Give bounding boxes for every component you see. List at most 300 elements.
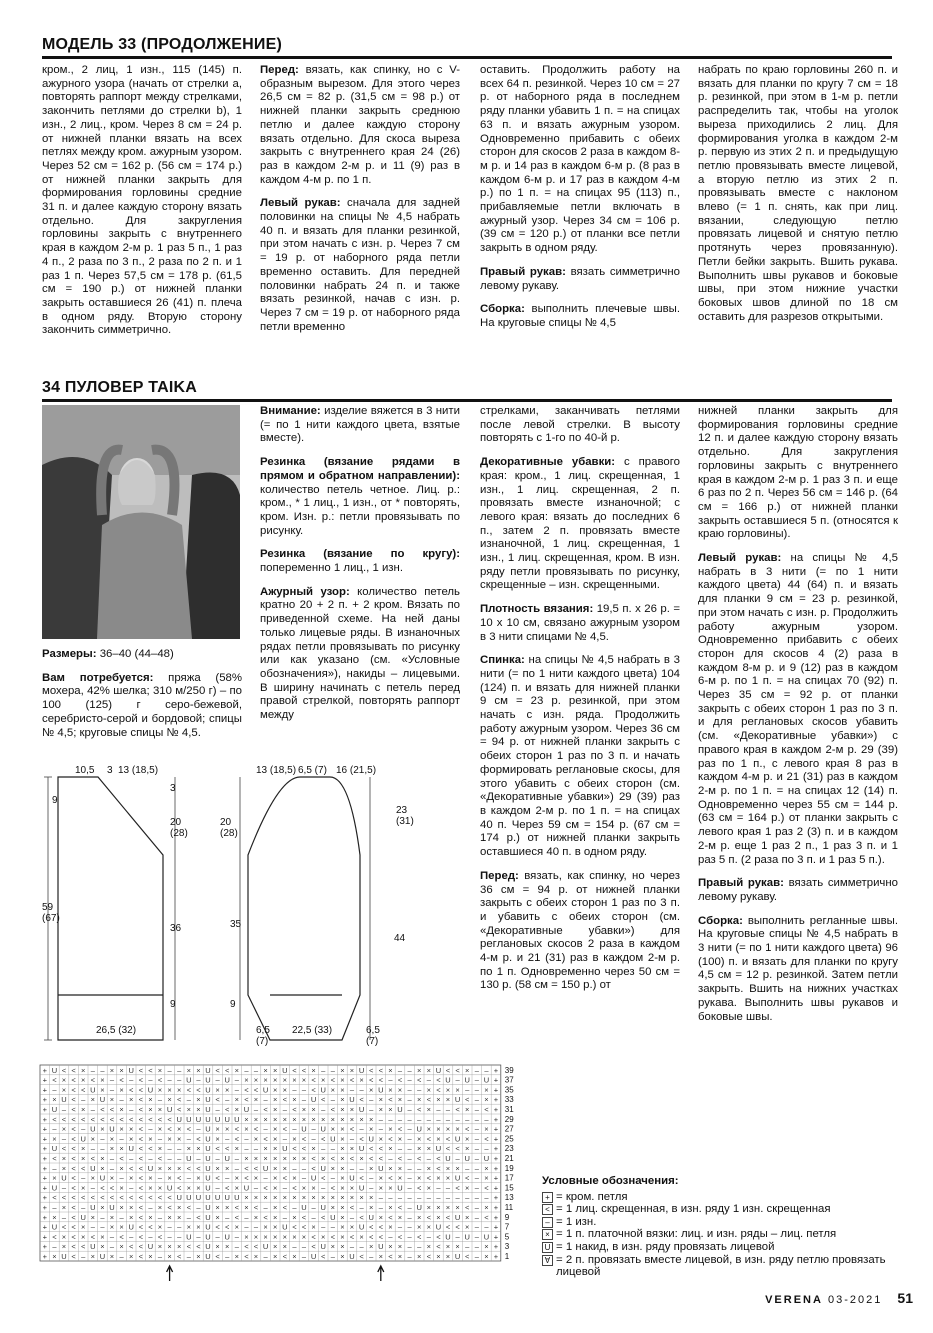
chart-cell-symbol: –: [129, 1105, 134, 1114]
chart-cell-symbol: –: [225, 1134, 230, 1144]
chart-cell-symbol: –: [436, 1114, 441, 1124]
chart-cell-symbol: <: [71, 1163, 76, 1173]
chart-cell-symbol: –: [407, 1085, 412, 1095]
chart-cell-symbol: –: [417, 1242, 422, 1252]
chart-cell-symbol: U: [109, 1124, 115, 1134]
chart-cell-symbol: ×: [215, 1242, 220, 1252]
chart-cell-symbol: –: [484, 1222, 489, 1232]
chart-cell-symbol: ×: [292, 1193, 297, 1203]
dim-sleeve-l3: 9: [230, 999, 236, 1010]
dim-body-left-total: 59 (67): [42, 902, 60, 924]
chart-cell-symbol: <: [244, 1163, 249, 1173]
chart-cell-symbol: <: [138, 1183, 143, 1193]
chart-cell-symbol: <: [148, 1222, 153, 1232]
chart-cell-symbol: <: [455, 1105, 460, 1114]
knitting-chart-grid: [38, 1063, 538, 1293]
chart-cell-symbol: ×: [330, 1085, 335, 1095]
chart-cell-symbol: ×: [388, 1203, 393, 1212]
chart-cell-symbol: ×: [61, 1085, 67, 1095]
chart-cell-symbol: ×: [340, 1065, 345, 1075]
chart-cell-symbol: U: [109, 1203, 115, 1212]
chart-cell-symbol: –: [349, 1134, 355, 1144]
chart-cell-symbol: ×: [445, 1203, 451, 1212]
chart-cell-symbol: ×: [273, 1134, 278, 1144]
chart-cell-symbol: <: [465, 1252, 470, 1261]
chart-row-number: 27: [504, 1124, 514, 1134]
label-gauge: Плотность вязания:: [480, 603, 594, 616]
chart-cell-symbol: –: [253, 1105, 259, 1114]
chart-cell-symbol: ×: [244, 1114, 249, 1124]
chart-cell-symbol: U: [320, 1203, 326, 1212]
chart-cell-symbol: –: [177, 1154, 182, 1163]
chart-cell-symbol: <: [138, 1163, 143, 1173]
chart-cell-symbol: –: [369, 1173, 374, 1183]
chart-cell-symbol: <: [225, 1065, 230, 1075]
chart-cell-symbol: –: [225, 1212, 230, 1222]
chart-cell-symbol: –: [292, 1085, 297, 1095]
chart-cell-symbol: ×: [340, 1124, 345, 1134]
chart-cell-symbol: –: [167, 1144, 172, 1154]
chart-cell-symbol: ×: [273, 1144, 278, 1154]
chart-cell-symbol: <: [81, 1114, 86, 1124]
chart-cell-symbol: <: [167, 1114, 172, 1124]
chart-cell-symbol: ×: [378, 1252, 383, 1261]
chart-cell-symbol: ×: [484, 1252, 489, 1261]
chart-cell-symbol: ×: [109, 1144, 115, 1154]
chart-cell-symbol: ×: [340, 1242, 345, 1252]
chart-cell-symbol: <: [263, 1183, 268, 1193]
chart-cell-symbol: U: [397, 1105, 403, 1114]
chart-cell-symbol: <: [196, 1085, 201, 1095]
chart-cell-symbol: <: [330, 1075, 335, 1085]
chart-cell-symbol: ×: [282, 1154, 287, 1163]
chart-row-number: 19: [504, 1163, 514, 1173]
chart-cell-symbol: U: [445, 1075, 451, 1085]
chart-cell-symbol: –: [119, 1095, 124, 1105]
chart-cell-symbol: ×: [253, 1173, 259, 1183]
chart-cell-symbol: ×: [263, 1075, 268, 1085]
chart-cell-symbol: <: [71, 1124, 76, 1134]
chart-cell-symbol: <: [167, 1203, 172, 1212]
chart-cell-symbol: –: [426, 1075, 431, 1085]
chart-cell-symbol: <: [61, 1114, 67, 1124]
chart-cell-symbol: U: [224, 1114, 230, 1124]
chart-cell-symbol: ×: [157, 1124, 163, 1134]
chart-cell-symbol: –: [474, 1203, 479, 1212]
chart-cell-symbol: +: [42, 1144, 47, 1154]
chart-cell-symbol: –: [407, 1144, 412, 1154]
chart-cell-symbol: <: [157, 1232, 163, 1242]
chart-cell-symbol: ×: [119, 1105, 124, 1114]
chart-cell-symbol: <: [292, 1222, 297, 1232]
chart-cell-symbol: –: [407, 1163, 412, 1173]
chart-cell-symbol: <: [292, 1144, 297, 1154]
chart-cell-symbol: <: [417, 1232, 422, 1242]
chart-cell-symbol: ×: [167, 1212, 172, 1222]
chart-cell-symbol: –: [167, 1075, 172, 1085]
chart-cell-symbol: U: [205, 1124, 211, 1134]
chart-cell-symbol: –: [186, 1173, 191, 1183]
sleeve-outline: [248, 777, 360, 1040]
chart-cell-symbol: ×: [340, 1232, 345, 1242]
chart-cell-symbol: ×: [349, 1144, 355, 1154]
chart-cell-symbol: –: [148, 1232, 153, 1242]
chart-cell-symbol: –: [263, 1173, 268, 1183]
chart-cell-symbol: –: [90, 1105, 95, 1114]
chart-cell-symbol: <: [234, 1134, 239, 1144]
chart-cell-symbol: ×: [397, 1212, 403, 1222]
chart-cell-symbol: –: [282, 1105, 287, 1114]
chart-cell-symbol: +: [42, 1193, 47, 1203]
dim-sleeve-r2: 44: [394, 933, 406, 944]
chart-row-number: 29: [504, 1114, 514, 1124]
chart-cell-symbol: ×: [340, 1075, 345, 1085]
chart-cell-symbol: <: [282, 1173, 287, 1183]
page-number: 51: [897, 1290, 913, 1306]
chart-cell-symbol: ×: [253, 1252, 259, 1261]
chart-cell-symbol: ×: [100, 1203, 105, 1212]
chart-cell-symbol: –: [321, 1105, 326, 1114]
chart-cell-symbol: ×: [301, 1114, 307, 1124]
chart-cell-symbol: ×: [263, 1065, 268, 1075]
chart-cell-symbol: –: [167, 1065, 172, 1075]
chart-cell-symbol: ×: [301, 1105, 307, 1114]
chart-cell-symbol: +: [493, 1203, 499, 1212]
chart-cell-symbol: ×: [186, 1183, 191, 1193]
model34-materials: пряжа (58% мохера, 42% шелка; 310 м/250 г) – по 100 (125) г серо-бежевой, серебристо-серой и бордовой; спицы № 4,5; круговые спицы № 4,5.: [42, 671, 242, 739]
chart-cell-symbol: –: [81, 1252, 86, 1261]
model33-text-left-sleeve: сначала для задней половинки на спицы № 4,5 набрать 40 п. и вязать для планки резинкой, при этом начать с изн. р. Через 7 см = 19 р. от наборного ряда петли временно оставить. Для передней половинки набрать 24 п. и также вязать резинкой, начав с изн. р. Через 7 см = 19 р. от наборного ряда петли временно: [260, 197, 460, 333]
chart-cell-symbol: –: [388, 1075, 393, 1085]
chart-row-number: 35: [504, 1085, 514, 1095]
chart-cell-symbol: <: [215, 1222, 220, 1232]
section-title-model34: 34 ПУЛОВЕР TAIKA: [42, 379, 197, 396]
chart-cell-symbol: –: [177, 1144, 182, 1154]
dim-body-left-top: 9: [52, 795, 58, 806]
chart-cell-symbol: U: [224, 1075, 230, 1085]
chart-cell-symbol: <: [388, 1095, 393, 1105]
chart-cell-symbol: <: [71, 1085, 76, 1095]
chart-cell-symbol: ×: [244, 1193, 249, 1203]
chart-cell-symbol: U: [205, 1173, 211, 1183]
chart-cell-symbol: <: [129, 1163, 134, 1173]
chart-cell-symbol: ×: [263, 1144, 268, 1154]
legend-item: [542, 1191, 933, 1204]
chart-cell-symbol: ×: [282, 1193, 287, 1203]
chart-cell-symbol: U: [99, 1173, 106, 1183]
chart-cell-symbol: U: [243, 1183, 250, 1193]
chart-row-number: 1: [504, 1252, 510, 1261]
chart-cell-symbol: ×: [244, 1203, 249, 1212]
chart-cell-symbol: <: [311, 1163, 316, 1173]
chart-cell-symbol: U: [205, 1134, 211, 1144]
chart-cell-symbol: –: [474, 1183, 479, 1193]
chart-cell-symbol: <: [71, 1095, 76, 1105]
chart-cell-symbol: –: [369, 1183, 374, 1193]
chart-cell-symbol: ×: [340, 1114, 345, 1124]
chart-cell-symbol: ×: [330, 1163, 335, 1173]
chart-cell-symbol: ×: [157, 1163, 163, 1173]
legend-text: = 1 лиц. скрещенная, в изн. ряду 1 изн. скрещенная: [556, 1203, 831, 1216]
chart-cell-symbol: –: [465, 1114, 470, 1124]
chart-cell-symbol: –: [90, 1183, 95, 1193]
legend-text: = кром. петля: [556, 1190, 628, 1203]
chart-cell-symbol: –: [177, 1222, 182, 1232]
chart-cell-symbol: –: [465, 1163, 470, 1173]
chart-cell-symbol: ×: [359, 1075, 364, 1085]
chart-cell-symbol: –: [292, 1242, 297, 1252]
body-outline: [58, 777, 163, 1040]
chart-cell-symbol: ×: [119, 1242, 124, 1252]
chart-cell-symbol: ×: [484, 1085, 489, 1095]
chart-cell-symbol: <: [369, 1222, 374, 1232]
chart-cell-symbol: ×: [388, 1124, 393, 1134]
chart-cell-symbol: ×: [465, 1144, 470, 1154]
chart-cell-symbol: –: [109, 1154, 115, 1163]
chart-cell-symbol: U: [186, 1114, 192, 1124]
chart-cell-symbol: U: [90, 1203, 96, 1212]
chart-cell-symbol: <: [253, 1124, 259, 1134]
chart-cell-symbol: <: [244, 1173, 249, 1183]
chart-cell-symbol: ×: [282, 1163, 287, 1173]
chart-cell-symbol: ×: [253, 1212, 259, 1222]
chart-cell-symbol: ×: [273, 1252, 278, 1261]
chart-cell-symbol: U: [262, 1242, 269, 1252]
chart-cell-symbol: –: [359, 1085, 364, 1095]
chart-cell-symbol: ×: [417, 1095, 422, 1105]
chart-cell-symbol: ×: [119, 1183, 124, 1193]
chart-cell-symbol: U: [205, 1085, 211, 1095]
chart-cell-symbol: ×: [388, 1242, 393, 1252]
label-decrease: Декоративные убавки:: [480, 456, 616, 469]
dim-body-top-c: 13 (18,5): [118, 765, 159, 776]
chart-cell-symbol: –: [445, 1114, 451, 1124]
chart-cell-symbol: –: [244, 1144, 249, 1154]
model34-column-2: [260, 405, 460, 733]
chart-cell-symbol: –: [177, 1065, 182, 1075]
chart-cell-symbol: <: [359, 1173, 364, 1183]
chart-cell-symbol: –: [109, 1232, 115, 1242]
chart-cell-symbol: <: [186, 1203, 191, 1212]
chart-cell-symbol: –: [474, 1173, 479, 1183]
dim-sleeve-top-a: 13 (18,5): [256, 765, 297, 776]
chart-cell-symbol: ×: [426, 1085, 431, 1095]
chart-cell-symbol: ×: [311, 1183, 316, 1193]
chart-cell-symbol: ×: [90, 1134, 95, 1144]
chart-cell-symbol: ×: [378, 1134, 383, 1144]
chart-cell-symbol: ×: [465, 1212, 470, 1222]
chart-cell-symbol: –: [234, 1075, 239, 1085]
chart-cell-symbol: ×: [388, 1065, 393, 1075]
chart-row-number: 31: [504, 1105, 514, 1114]
chart-cell-symbol: <: [445, 1144, 451, 1154]
dim-sleeve-top-c: 16 (21,5): [336, 765, 377, 776]
legend-text: = 1 изн.: [556, 1215, 597, 1228]
chart-cell-symbol: <: [61, 1144, 67, 1154]
chart-cell-symbol: U: [243, 1105, 250, 1114]
chart-cell-symbol: <: [311, 1075, 316, 1085]
chart-legend: [542, 1175, 933, 1279]
chart-cell-symbol: <: [388, 1173, 393, 1183]
chart-cell-symbol: <: [90, 1154, 95, 1163]
chart-cell-symbol: ×: [157, 1065, 163, 1075]
chart-cell-symbol: –: [349, 1163, 355, 1173]
repeat-arrow-icon: [167, 1266, 173, 1281]
chart-cell-symbol: –: [465, 1193, 470, 1203]
chart-cell-symbol: ×: [273, 1154, 278, 1163]
chart-cell-symbol: ×: [61, 1124, 67, 1134]
chart-cell-symbol: –: [244, 1222, 249, 1232]
chart-cell-symbol: –: [225, 1095, 230, 1105]
chart-cell-symbol: ×: [378, 1105, 383, 1114]
chart-cell-symbol: +: [493, 1134, 499, 1144]
chart-cell-symbol: <: [455, 1222, 460, 1232]
chart-cell-symbol: ×: [81, 1144, 86, 1154]
model-photo: [42, 405, 240, 639]
chart-cell-symbol: –: [474, 1232, 479, 1242]
chart-cell-symbol: ×: [215, 1212, 220, 1222]
chart-cell-symbol: <: [292, 1183, 297, 1193]
chart-cell-symbol: <: [244, 1085, 249, 1095]
chart-cell-symbol: <: [52, 1232, 57, 1242]
chart-cell-symbol: <: [436, 1075, 441, 1085]
chart-cell-symbol: ×: [436, 1252, 441, 1261]
chart-cell-symbol: +: [493, 1242, 499, 1252]
chart-cell-symbol: <: [359, 1095, 364, 1105]
chart-cell-symbol: U: [214, 1193, 221, 1203]
chart-cell-symbol: –: [282, 1134, 287, 1144]
chart-cell-symbol: <: [138, 1095, 143, 1105]
chart-cell-symbol: –: [407, 1095, 412, 1105]
chart-cell-symbol: ×: [234, 1144, 239, 1154]
chart-cell-symbol: <: [417, 1105, 422, 1114]
chart-cell-symbol: <: [369, 1075, 374, 1085]
chart-cell-symbol: <: [138, 1124, 143, 1134]
chart-cell-symbol: U: [262, 1085, 269, 1095]
dim-sleeve-top-b: 6,5 (7): [298, 765, 327, 776]
chart-cell-symbol: U: [435, 1144, 442, 1154]
chart-cell-symbol: <: [397, 1203, 403, 1212]
chart-cell-symbol: ×: [81, 1154, 86, 1163]
chart-cell-symbol: –: [148, 1075, 153, 1085]
legend-symbol-icon: –: [542, 1217, 553, 1228]
chart-cell-symbol: –: [215, 1075, 220, 1085]
chart-cell-symbol: ×: [388, 1105, 393, 1114]
chart-cell-symbol: <: [465, 1203, 470, 1212]
chart-cell-symbol: –: [359, 1163, 364, 1173]
chart-cell-symbol: –: [359, 1203, 364, 1212]
chart-cell-symbol: ×: [90, 1173, 95, 1183]
chart-cell-symbol: +: [42, 1212, 47, 1222]
chart-cell-symbol: ×: [157, 1183, 163, 1193]
chart-cell-symbol: U: [99, 1095, 106, 1105]
chart-cell-symbol: ×: [253, 1075, 259, 1085]
chart-cell-symbol: U: [378, 1242, 384, 1252]
chart-cell-symbol: –: [52, 1124, 57, 1134]
chart-cell-symbol: <: [436, 1232, 441, 1242]
chart-cell-symbol: +: [42, 1134, 47, 1144]
chart-cell-symbol: <: [225, 1105, 230, 1114]
chart-cell-symbol: <: [148, 1065, 153, 1075]
chart-row-number: 23: [504, 1144, 514, 1154]
model34-assembly: выполнить регланные швы. На круговые спицы № 4,5 набрать в 3 нити (= по 1 нити каждого цвета) 96 (100) п. и вязать для планки по кругу 4,5 см = 12 р. резинкой. Затем петли закрыть. Вшить на нижних участках рукава. Выполнить швы рукавов и боковые швы.: [698, 914, 898, 1023]
chart-cell-symbol: ×: [148, 1173, 153, 1183]
chart-row-number: 15: [504, 1183, 514, 1193]
chart-cell-symbol: <: [177, 1183, 182, 1193]
model33-column-3: [480, 64, 680, 341]
chart-cell-symbol: –: [253, 1183, 259, 1193]
dim-body-r4: 9: [170, 999, 176, 1010]
chart-cell-symbol: –: [407, 1105, 412, 1114]
chart-cell-symbol: –: [225, 1173, 230, 1183]
chart-cell-symbol: <: [359, 1134, 364, 1144]
chart-cell-symbol: ×: [417, 1173, 422, 1183]
chart-cell-symbol: –: [388, 1114, 393, 1124]
chart-cell-symbol: <: [138, 1134, 143, 1144]
chart-cell-symbol: <: [186, 1163, 191, 1173]
chart-cell-symbol: <: [215, 1065, 220, 1075]
chart-cell-symbol: ×: [273, 1163, 278, 1173]
chart-cell-symbol: <: [138, 1154, 143, 1163]
chart-cell-symbol: –: [157, 1212, 163, 1222]
chart-cell-symbol: ×: [177, 1242, 182, 1252]
chart-cell-symbol: ×: [321, 1114, 326, 1124]
chart-cell-symbol: ×: [321, 1193, 326, 1203]
model34-gauge: 19,5 п. x 26 р. = 10 x 10 см, связано ажурным узором в 3 нити спицами № 4,5.: [480, 603, 680, 643]
chart-cell-symbol: +: [42, 1075, 47, 1085]
chart-cell-symbol: –: [426, 1232, 431, 1242]
chart-cell-symbol: –: [407, 1124, 412, 1134]
chart-cell-symbol: –: [148, 1124, 153, 1134]
chart-cell-symbol: –: [407, 1222, 412, 1232]
chart-cell-symbol: ×: [292, 1075, 297, 1085]
chart-cell-symbol: <: [71, 1212, 76, 1222]
chart-cell-symbol: ×: [273, 1114, 278, 1124]
chart-cell-symbol: –: [311, 1124, 316, 1134]
chart-cell-symbol: <: [436, 1242, 441, 1252]
chart-cell-symbol: –: [474, 1242, 479, 1252]
chart-cell-symbol: ×: [263, 1114, 268, 1124]
model34-column-3: [480, 405, 680, 1003]
chart-cell-symbol: <: [177, 1105, 182, 1114]
chart-cell-symbol: U: [234, 1193, 240, 1203]
chart-cell-symbol: ×: [369, 1085, 374, 1095]
chart-cell-symbol: <: [129, 1193, 134, 1203]
chart-cell-symbol: ×: [465, 1183, 470, 1193]
chart-cell-symbol: ×: [52, 1134, 57, 1144]
chart-cell-symbol: U: [186, 1232, 192, 1242]
chart-cell-symbol: <: [359, 1212, 364, 1222]
chart-cell-symbol: ×: [196, 1252, 201, 1261]
chart-cell-symbol: ×: [61, 1203, 67, 1212]
model34-front: вязать, как спинку, но через 36 см = 94 р. от нижней планки закрыть с обеих сторон 1 раз по 3 п. и убавить с обеих сторон (см. «Декоративные убавки») для реглановых скосов 2 раза в каждом 4-м р. и 21 (31) раз в каждом 2-м р. по 1 п. Одновременно через 50 см = 130 р. (58 см = 150 р.) от: [480, 869, 680, 992]
chart-cell-symbol: ×: [340, 1212, 345, 1222]
chart-row-number: 3: [504, 1242, 510, 1252]
chart-cell-symbol: ×: [177, 1163, 182, 1173]
chart-cell-symbol: ×: [330, 1193, 335, 1203]
chart-cell-symbol: ×: [244, 1075, 249, 1085]
model34-right-sleeve: вязать симметрично левому рукаву.: [698, 877, 898, 903]
chart-cell-symbol: –: [292, 1124, 297, 1134]
chart-cell-symbol: ×: [100, 1232, 105, 1242]
chart-cell-symbol: –: [321, 1222, 326, 1232]
chart-cell-symbol: ×: [445, 1095, 451, 1105]
chart-cell-symbol: U: [445, 1154, 451, 1163]
chart-cell-symbol: ×: [397, 1252, 403, 1261]
dim-sleeve-b2: 22,5 (33): [292, 1025, 333, 1036]
chart-cell-symbol: –: [225, 1252, 230, 1261]
label-lace: Ажурный узор:: [260, 585, 350, 598]
